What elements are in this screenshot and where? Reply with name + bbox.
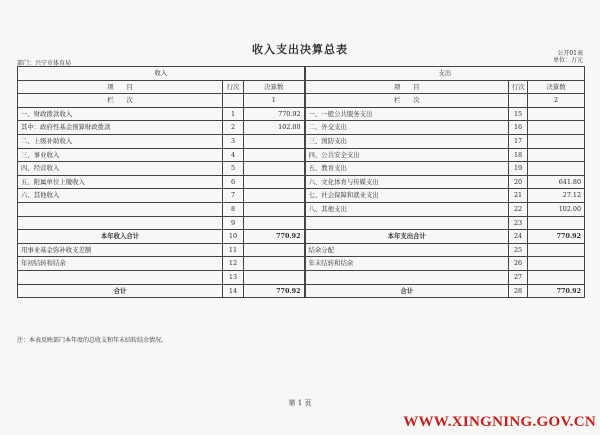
table-row xyxy=(18,162,585,176)
expense-grand-total-amount: 770.92 xyxy=(528,284,585,298)
expense-item-cell: 结余分配 xyxy=(305,243,509,257)
income-amount-cell xyxy=(244,257,305,271)
grand-total-row xyxy=(18,284,585,298)
expense-total-row-number: 24 xyxy=(509,230,528,244)
income-item-cell: 年初结转和结余 xyxy=(18,257,223,271)
budget-summary-table xyxy=(17,66,585,298)
expense-row-cell: 18 xyxy=(509,148,528,162)
expense-amount-cell xyxy=(528,134,585,148)
expense-row-cell: 17 xyxy=(509,134,528,148)
expense-grand-total-row-number: 28 xyxy=(509,284,528,298)
income-item-cell xyxy=(18,270,223,284)
expense-item-cell: 一、一般公共服务支出 xyxy=(305,107,509,121)
expense-item-cell: 八、其他支出 xyxy=(305,202,509,216)
income-amount-cell xyxy=(244,270,305,284)
expense-amount-cell xyxy=(528,148,585,162)
expense-item-cell: 四、公共安全支出 xyxy=(305,148,509,162)
income-item-cell: 用事业基金弥补收支差额 xyxy=(18,243,223,257)
income-row-cell: 3 xyxy=(223,134,244,148)
expense-item-cell xyxy=(305,216,509,230)
lanci-row xyxy=(18,94,585,108)
income-item-cell: 六、其他收入 xyxy=(18,189,223,203)
site-watermark: WWW.XINGNING.GOV.CN xyxy=(403,414,596,430)
expense-row-header: 行次 xyxy=(509,80,528,94)
table-row xyxy=(18,134,585,148)
income-row-cell: 4 xyxy=(223,148,244,162)
income-lanci-label: 栏 次 xyxy=(18,94,223,108)
income-amount-cell xyxy=(244,175,305,189)
income-lanci-row-cell xyxy=(223,94,244,108)
income-row-cell: 8 xyxy=(223,202,244,216)
column-header-row xyxy=(18,80,585,94)
income-row-cell: 11 xyxy=(223,243,244,257)
expense-grand-total-label: 合计 xyxy=(305,284,509,298)
form-number: 公开01表 xyxy=(557,50,583,57)
income-item-cell: 其中：政府性基金预算财政拨款 xyxy=(18,121,223,135)
expense-amount-cell xyxy=(528,107,585,121)
table-row xyxy=(18,189,585,203)
income-item-cell: 五、附属单位上缴收入 xyxy=(18,175,223,189)
income-item-cell: 一、财政拨款收入 xyxy=(18,107,223,121)
table-row xyxy=(18,202,585,216)
table-row xyxy=(18,175,585,189)
expense-item-cell: 五、教育支出 xyxy=(305,162,509,176)
income-amount-cell: 102.00 xyxy=(244,121,305,135)
expense-total-label: 本年支出合计 xyxy=(305,230,509,244)
expense-item-cell: 七、社会保障和就业支出 xyxy=(305,189,509,203)
expense-amount-cell xyxy=(528,216,585,230)
income-item-cell xyxy=(18,202,223,216)
expense-amount-cell xyxy=(528,257,585,271)
page-number: 第 1 页 xyxy=(288,399,312,407)
expense-item-cell: 三、国防支出 xyxy=(305,134,509,148)
income-row-cell: 1 xyxy=(223,107,244,121)
expense-row-cell: 25 xyxy=(509,243,528,257)
department-label: 部门：兴宁市体育局 xyxy=(17,60,72,67)
unit-label: 单位：万元 xyxy=(552,57,583,64)
income-amount-header: 决算数 xyxy=(244,80,305,94)
footnote: 注：本表反映部门本年度的总收支和年末结转结余情况。 xyxy=(17,337,168,344)
expense-item-cell xyxy=(305,270,509,284)
section-header-row xyxy=(18,67,585,81)
income-row-cell: 6 xyxy=(223,175,244,189)
annual-total-row xyxy=(18,230,585,244)
income-row-cell: 2 xyxy=(223,121,244,135)
table-row xyxy=(18,243,585,257)
table-row xyxy=(18,270,585,284)
income-total-label: 本年收入合计 xyxy=(18,230,223,244)
expense-row-cell: 21 xyxy=(509,189,528,203)
expense-amount-cell: 641.80 xyxy=(528,175,585,189)
expense-lanci-row-cell xyxy=(509,94,528,108)
expense-lanci-label: 栏 次 xyxy=(305,94,509,108)
income-amount-cell xyxy=(244,134,305,148)
income-lanci-number: 1 xyxy=(244,94,305,108)
table-row xyxy=(18,148,585,162)
income-row-cell: 13 xyxy=(223,270,244,284)
expense-item-cell: 二、外交支出 xyxy=(305,121,509,135)
expense-amount-cell xyxy=(528,121,585,135)
table-row xyxy=(18,121,585,135)
expense-total-amount: 770.92 xyxy=(528,230,585,244)
income-amount-cell xyxy=(244,202,305,216)
expense-item-cell: 年末结转和结余 xyxy=(305,257,509,271)
expense-item-header: 项 目 xyxy=(305,80,509,94)
expense-row-cell: 26 xyxy=(509,257,528,271)
income-item-cell: 二、上级补助收入 xyxy=(18,134,223,148)
income-amount-cell xyxy=(244,148,305,162)
table-row xyxy=(18,216,585,230)
income-total-row-number: 10 xyxy=(223,230,244,244)
income-item-cell: 三、事业收入 xyxy=(18,148,223,162)
income-amount-cell xyxy=(244,243,305,257)
expense-amount-header: 决算数 xyxy=(528,80,585,94)
page-title: 收入支出决算总表 xyxy=(252,43,348,56)
expense-section-header: 支出 xyxy=(305,67,585,81)
expense-row-cell: 19 xyxy=(509,162,528,176)
income-row-cell: 7 xyxy=(223,189,244,203)
expense-row-cell: 16 xyxy=(509,121,528,135)
income-total-amount: 770.92 xyxy=(244,230,305,244)
income-grand-total-row-number: 14 xyxy=(223,284,244,298)
income-grand-total-label: 合计 xyxy=(18,284,223,298)
expense-amount-cell xyxy=(528,162,585,176)
income-amount-cell xyxy=(244,162,305,176)
expense-amount-cell: 102.00 xyxy=(528,202,585,216)
expense-row-cell: 15 xyxy=(509,107,528,121)
income-amount-cell: 770.92 xyxy=(244,107,305,121)
income-grand-total-amount: 770.92 xyxy=(244,284,305,298)
income-amount-cell xyxy=(244,216,305,230)
income-item-cell xyxy=(18,216,223,230)
expense-amount-cell: 27.12 xyxy=(528,189,585,203)
expense-amount-cell xyxy=(528,243,585,257)
expense-amount-cell xyxy=(528,270,585,284)
table-row xyxy=(18,257,585,271)
income-row-cell: 12 xyxy=(223,257,244,271)
income-amount-cell xyxy=(244,189,305,203)
expense-row-cell: 23 xyxy=(509,216,528,230)
income-item-header: 项 目 xyxy=(18,80,223,94)
table-row xyxy=(18,107,585,121)
income-row-cell: 9 xyxy=(223,216,244,230)
income-item-cell: 四、经营收入 xyxy=(18,162,223,176)
expense-item-cell: 六、文化体育与传媒支出 xyxy=(305,175,509,189)
expense-row-cell: 22 xyxy=(509,202,528,216)
expense-row-cell: 27 xyxy=(509,270,528,284)
expense-lanci-number: 2 xyxy=(528,94,585,108)
income-section-header: 收入 xyxy=(18,67,305,81)
income-row-cell: 5 xyxy=(223,162,244,176)
expense-row-cell: 20 xyxy=(509,175,528,189)
income-row-header: 行次 xyxy=(223,80,244,94)
